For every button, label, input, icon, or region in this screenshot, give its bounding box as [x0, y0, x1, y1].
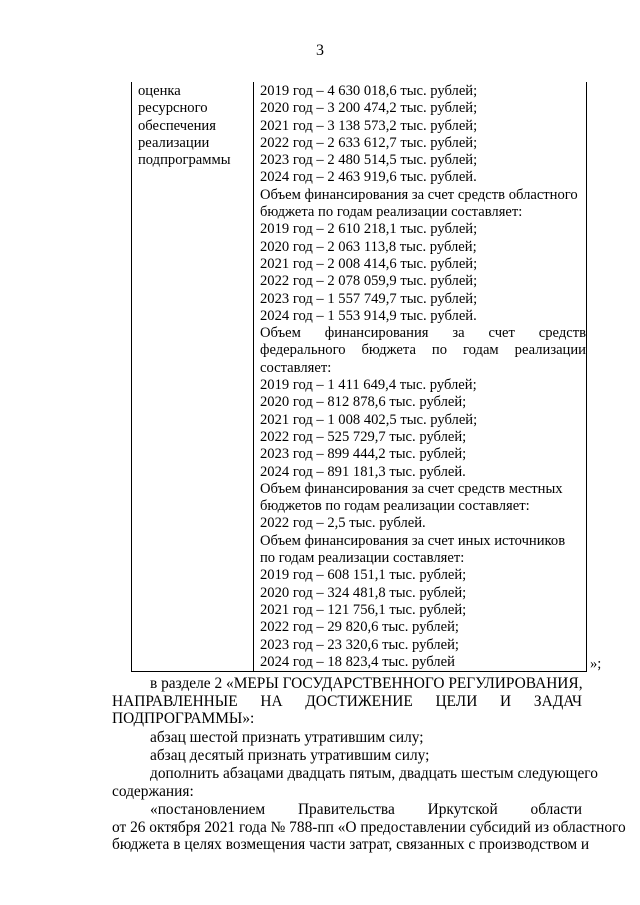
other-heading: Объем финансирования за счет иных источников: [260, 532, 566, 549]
paragraph-6-repeal: [112, 729, 582, 747]
regional-line: 2024 год – 1 553 914,9 тыс. рублей.: [260, 307, 477, 324]
federal-heading: составляет:: [260, 359, 332, 376]
section-line: ПОДПРОГРАММЫ»:: [112, 710, 255, 728]
label-line: обеспечения: [138, 117, 216, 134]
quote-line: «постановлением Правительства Иркутской области: [150, 801, 582, 818]
supplement-instruction: [112, 765, 598, 800]
label-line: реализации: [138, 134, 210, 151]
supplement-line: содержания:: [112, 782, 194, 800]
repeal-line: абзац шестой признать утратившим силу;: [150, 729, 424, 746]
other-line: 2022 год – 29 820,6 тыс. рублей;: [260, 619, 459, 636]
total-line: 2022 год – 2 633 612,7 тыс. рублей;: [260, 134, 478, 151]
regional-line: 2022 год – 2 078 059,9 тыс. рублей;: [260, 273, 478, 290]
local-line: 2022 год – 2,5 тыс. рублей.: [260, 515, 426, 532]
other-line: 2020 год – 324 481,8 тыс. рублей;: [260, 584, 467, 601]
local-heading: бюджетов по годам реализации составляет:: [260, 498, 530, 515]
label-line: ресурсного: [138, 100, 208, 117]
other-line: 2021 год – 121 756,1 тыс. рублей;: [260, 601, 467, 618]
federal-line: 2022 год – 525 729,7 тыс. рублей;: [260, 428, 467, 445]
federal-line: 2024 год – 891 181,3 тыс. рублей.: [260, 463, 466, 480]
row-content-cell: [254, 82, 587, 672]
total-line: 2020 год – 3 200 474,2 тыс. рублей;: [260, 100, 478, 117]
federal-heading: Объем финансирования за счет средств: [260, 325, 586, 342]
federal-line: 2019 год – 1 411 649,4 тыс. рублей;: [260, 377, 477, 394]
federal-line: 2023 год – 899 444,2 тыс. рублей;: [260, 446, 467, 463]
page-number: 3: [316, 42, 324, 59]
other-line: 2024 год – 18 823,4 тыс. рублей: [260, 653, 455, 670]
row-label-cell: [132, 82, 254, 672]
label-line: оценка: [138, 83, 181, 99]
supplement-line: дополнить абзацами двадцать пятым, двадцать шестым следующего: [150, 765, 598, 782]
other-line: 2019 год – 608 151,1 тыс. рублей;: [260, 567, 467, 584]
total-line: 2024 год – 2 463 919,6 тыс. рублей.: [260, 169, 477, 186]
quote-line: бюджета в целях возмещения части затрат, связанных с производством и: [112, 836, 590, 854]
other-heading: по годам реализации составляет:: [260, 550, 465, 567]
paragraph-10-repeal: [112, 747, 582, 765]
federal-heading: федерального бюджета по годам реализации: [260, 342, 586, 359]
regional-line: 2021 год – 2 008 414,6 тыс. рублей;: [260, 255, 478, 272]
label-line: подпрограммы: [138, 152, 231, 169]
section-line: НАПРАВЛЕННЫЕ НА ДОСТИЖЕНИЕ ЦЕЛИ И ЗАДАЧ: [112, 692, 582, 710]
regional-heading: Объем финансирования за счет средств областного: [260, 186, 578, 203]
federal-line: 2021 год – 1 008 402,5 тыс. рублей;: [260, 411, 478, 428]
section-line: в разделе 2 «МЕРЫ ГОСУДАРСТВЕННОГО РЕГУЛИРОВАНИЯ,: [150, 675, 583, 692]
federal-line: 2020 год – 812 878,6 тыс. рублей;: [260, 394, 467, 411]
regional-heading: бюджета по годам реализации составляет:: [260, 204, 523, 221]
closing-quote-mark: »;: [590, 656, 602, 672]
repeal-line: абзац десятый признать утратившим силу;: [150, 747, 430, 764]
section-amendment: [112, 675, 582, 728]
other-line: 2023 год – 23 320,6 тыс. рублей;: [260, 636, 459, 653]
total-line: 2021 год – 3 138 573,2 тыс. рублей;: [260, 117, 478, 134]
total-line: 2019 год – 4 630 018,6 тыс. рублей;: [260, 83, 478, 99]
regional-line: 2020 год – 2 063 113,8 тыс. рублей;: [260, 238, 477, 255]
passport-table: [131, 82, 587, 672]
regional-line: 2019 год – 2 610 218,1 тыс. рублей;: [260, 221, 478, 238]
total-line: 2023 год – 2 480 514,5 тыс. рублей;: [260, 152, 478, 169]
local-heading: Объем финансирования за счет средств местных: [260, 480, 563, 497]
quoted-text: [112, 801, 626, 854]
regional-line: 2023 год – 1 557 749,7 тыс. рублей;: [260, 290, 478, 307]
quote-line: от 26 октября 2021 года № 788-пп «О предоставлении субсидий из областного: [112, 818, 626, 836]
